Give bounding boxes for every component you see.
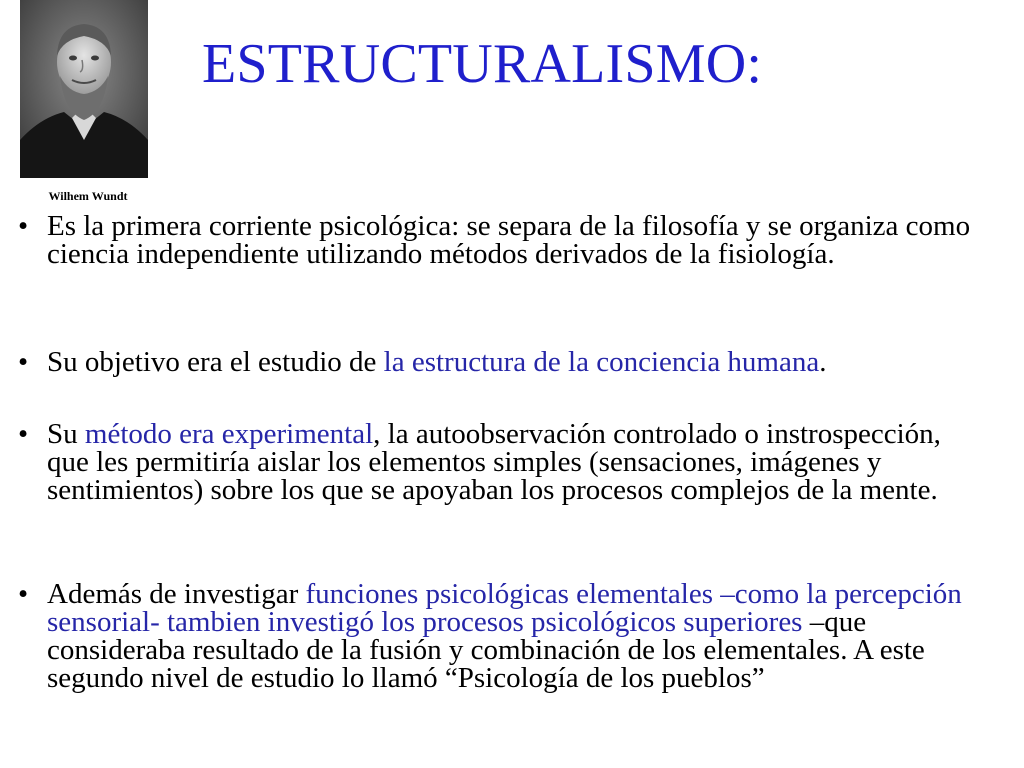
bullet-item xyxy=(0,348,982,376)
bullet-text xyxy=(47,212,982,268)
bullet-text-segment: . xyxy=(819,346,827,378)
bullet-item xyxy=(0,420,982,504)
bullet-item xyxy=(0,212,982,268)
portrait-photo-icon xyxy=(20,0,148,178)
bullet-text xyxy=(47,420,982,504)
bullet-text-segment: , la autoobservación controlado o instrospección, que les permitiría aislar los elementos simples (sensaciones, imágenes y sentimientos) sobre los que se apoyaban los procesos complejos de la mente. xyxy=(47,418,941,506)
slide-title: ESTRUCTURALISMO: xyxy=(202,33,763,95)
bullet-text-segment: Es la primera corriente psicológica: se separa de la filosofía y se organiza como ciencia independiente utilizando métodos derivados de la fisiología. xyxy=(47,210,971,270)
bullet-text-segment: –que consideraba resultado de la fusión y combinación de los elementales. A este segundo nivel de estudio lo llamó “Psicología de los pueblos” xyxy=(47,606,925,694)
bullet-item xyxy=(0,580,982,692)
bullet-text-segment: Además de investigar xyxy=(47,578,306,610)
bullet-text xyxy=(47,348,982,376)
bullet-dot-icon: • xyxy=(18,418,29,450)
bullet-text xyxy=(47,580,982,692)
wundt-portrait xyxy=(20,0,148,178)
portrait-caption: Wilhem Wundt xyxy=(48,189,128,203)
bullet-text-highlight: método era experimental xyxy=(84,418,374,450)
bullet-text-segment: Su objetivo era el estudio de xyxy=(47,346,384,378)
bullet-text-highlight: la estructura de la conciencia humana xyxy=(383,346,820,378)
bullet-text-highlight: funciones psicológicas elementales –como la percepción sensorial- tambien investigó los procesos psicológicos superiores xyxy=(47,578,962,638)
bullet-dot-icon: • xyxy=(18,210,29,242)
bullet-dot-icon: • xyxy=(18,578,29,610)
bullet-dot-icon: • xyxy=(18,346,29,378)
bullet-text-segment: Su xyxy=(47,418,85,450)
